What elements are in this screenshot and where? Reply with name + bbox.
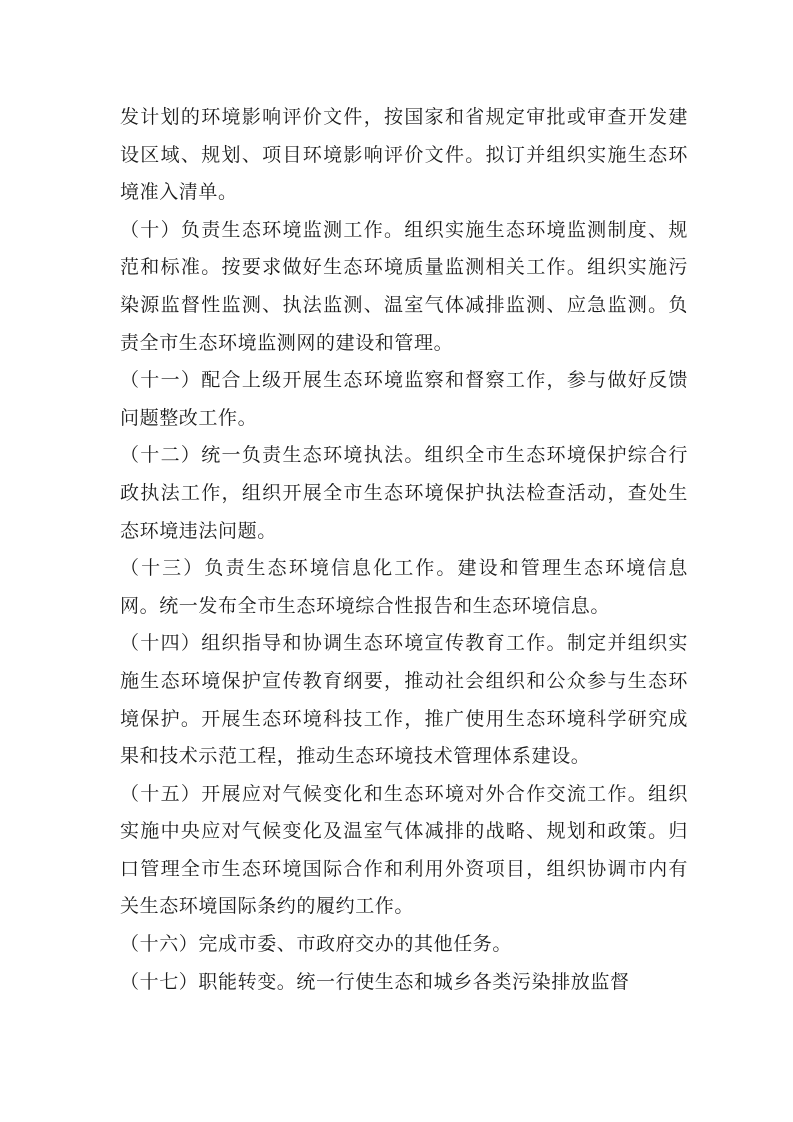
paragraph-item-13-informatization: （十三）负责生态环境信息化工作。建设和管理生态环境信息网。统一发布全市生态环境综合性报告和生态环境信息。 (120, 557, 688, 617)
paragraph-item-10-monitoring: （十）负责生态环境监测工作。组织实施生态环境监测制度、规范和标准。按要求做好生态环境质量监测相关工作。组织实施污染源监督性监测、执法监测、温室气体减排监测、应急监测。负责全市生态环境监测网的建设和管理。 (120, 218, 688, 354)
paragraph-item-16-other-tasks: （十六）完成市委、市政府交办的其他任务。 (120, 933, 513, 956)
paragraph-item-12-enforcement: （十二）统一负责生态环境执法。组织全市生态环境保护综合行政执法工作，组织开展全市生态环境保护执法检查活动，查处生态环境违法问题。 (120, 444, 688, 542)
paragraph-item-14-publicity-education: （十四）组织指导和协调生态环境宣传教育工作。制定并组织实施生态环境保护宣传教育纲要，推动社会组织和公众参与生态环境保护。开展生态环境科技工作，推广使用生态环境科学研究成果和技术示范工程，推动生态环境技术管理体系建设。 (120, 632, 688, 768)
document-body (120, 99, 688, 1001)
paragraph-item-11-inspection: （十一）配合上级开展生态环境监察和督察工作，参与做好反馈问题整改工作。 (120, 369, 688, 429)
paragraph-item-15-climate-cooperation: （十五）开展应对气候变化和生态环境对外合作交流工作。组织实施中央应对气候变化及温室气体减排的战略、规划和政策。归口管理全市生态环境国际合作和利用外资项目，组织协调市内有关生态环境国际条约的履约工作。 (120, 782, 688, 918)
paragraph-eia-approval: 发计划的环境影响评价文件，按国家和省规定审批或审查开发建设区域、规划、项目环境影响评价文件。拟订并组织实施生态环境准入清单。 (120, 106, 688, 204)
paragraph-item-17-function-transformation: （十七）职能转变。统一行使生态和城乡各类污染排放监督 (120, 970, 630, 993)
